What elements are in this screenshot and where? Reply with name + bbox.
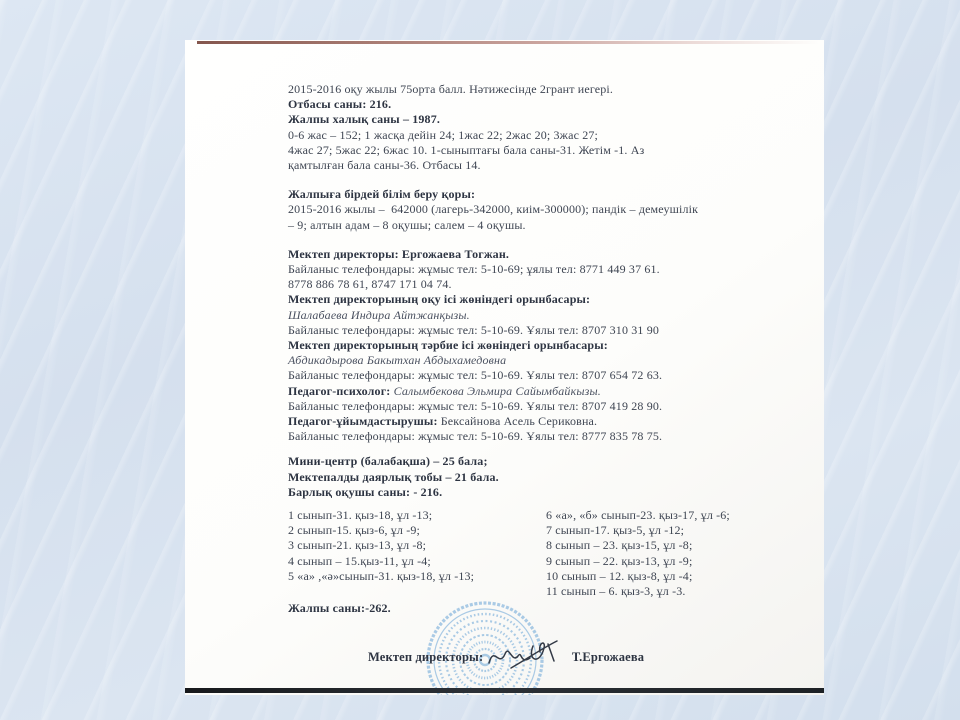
- document-line: Байланыс телефондары: жұмыс тел: 5-10-69. Ұялы тел: 8707 310 31 90: [288, 322, 660, 337]
- section-totals: [288, 454, 798, 500]
- signature-row: [368, 639, 798, 677]
- document-line: Педагог-ұйымдастырушы: Бексайнова Асель Сериковна.: [288, 414, 598, 429]
- document-line: 5 «а» ,«ә»сынып-31. қыз-18, ұл -13;: [288, 568, 475, 583]
- class-list-right-column: [546, 508, 798, 599]
- document-line: 1 сынып-31. қыз-18, ұл -13;: [288, 508, 433, 523]
- document-line: Шалабаева Индира Айтжанқызы.: [288, 307, 470, 322]
- document-line: Жалпыға бірдей білім беру қоры:: [288, 187, 476, 202]
- document-line: Байланыс телефондары: жұмыс тел: 5-10-69. Ұялы тел: 8707 654 72 63.: [288, 368, 663, 383]
- document-line: Барлық оқушы саны: - 216.: [288, 484, 443, 499]
- document-line: Байланыс телефондары: жұмыс тел: 5-10-69; ұялы тел: 8771 449 37 61.: [288, 262, 660, 277]
- document-line: Мектепалды даярлық тобы – 21 бала.: [288, 469, 499, 484]
- document-line: 3 сынып-21. қыз-13, ұл -8;: [288, 538, 427, 553]
- section-summary: [288, 82, 798, 173]
- document-line: 10 сынып – 12. қыз-8, ұл -4;: [546, 568, 693, 583]
- section-staff-contacts: [288, 247, 798, 445]
- document-line: Педагог-психолог: Салымбекова Эльмира Сайымбайкызы.: [288, 383, 601, 398]
- document-line: Байланыс телефондары: жұмыс тел: 5-10-69. Ұялы тел: 8777 835 78 75.: [288, 429, 663, 444]
- document-line: Байланыс телефондары: жұмыс тел: 5-10-69. Ұялы тел: 8707 419 28 90.: [288, 398, 663, 413]
- document-line: қамтылған бала саны-36. Отбасы 14.: [288, 158, 481, 173]
- grand-total: Жалпы саны:-262.: [288, 601, 391, 616]
- document-line: Мектеп директоры: Ергожаева Тогжан.: [288, 246, 510, 261]
- director-signature-icon: [483, 635, 567, 673]
- document-line: 9 сынып – 22. қыз-13, ұл -9;: [546, 553, 693, 568]
- document-line: Мектеп директорының оқу ісі жөніндегі орынбасары:: [288, 292, 591, 307]
- class-list-left-column: [288, 508, 546, 599]
- document-line: 8 сынып – 23. қыз-15, ұл -8;: [546, 538, 693, 553]
- document-line: 4 сынып – 15.қыз-11, ұл -4;: [288, 553, 431, 568]
- document-line: 4жас 27; 5жас 22; 6жас 10. 1-сыныптағы бала саны-31. Жетім -1. Аз: [288, 142, 645, 157]
- document-line: Мектеп директорының тәрбие ісі жөніндегі орынбасары:: [288, 338, 608, 353]
- document-line: 6 «а», «б» сынып-23. қыз-17, ұл -6;: [546, 508, 730, 523]
- signature-label: Мектеп директоры:: [368, 649, 484, 664]
- document-line: Абдикадырова Бакытхан Абдыхамедовна: [288, 353, 507, 368]
- document-line: – 9; алтын адам – 8 оқушы; салем – 4 оқушы.: [288, 217, 526, 232]
- signature-name: Т.Ергожаева: [571, 649, 645, 664]
- document-line: 0-6 жас – 152; 1 жасқа дейін 24; 1жас 22; 2жас 20; 3жас 27;: [288, 127, 598, 142]
- scan-bottom-edge-artifact: [185, 688, 824, 693]
- class-list-columns: [288, 508, 798, 599]
- scanned-document-page: [185, 40, 824, 695]
- document-line: 2 сынып-15. қыз-6, ұл -9;: [288, 523, 420, 538]
- document-line: 11 сынып – 6. қыз-3, ұл -3.: [546, 584, 686, 599]
- document-line: Мини-центр (балабақша) – 25 бала;: [288, 454, 488, 469]
- section-education-fund: [288, 187, 798, 233]
- document-line: Отбасы саны: 216.: [288, 97, 392, 112]
- document-text: [288, 40, 798, 677]
- document-line: Жалпы халық саны – 1987.: [288, 112, 441, 127]
- document-line: 2015-2016 оқу жылы 75орта балл. Нәтижесінде 2грант иегері.: [288, 82, 614, 96]
- document-line: 8778 886 78 61, 8747 171 04 74.: [288, 277, 452, 292]
- document-line: 2015-2016 жылы – 642000 (лагерь-342000, киім-300000); пандік – демеушілік: [288, 202, 699, 217]
- document-line: 7 сынып-17. қыз-5, ұл -12;: [546, 523, 685, 538]
